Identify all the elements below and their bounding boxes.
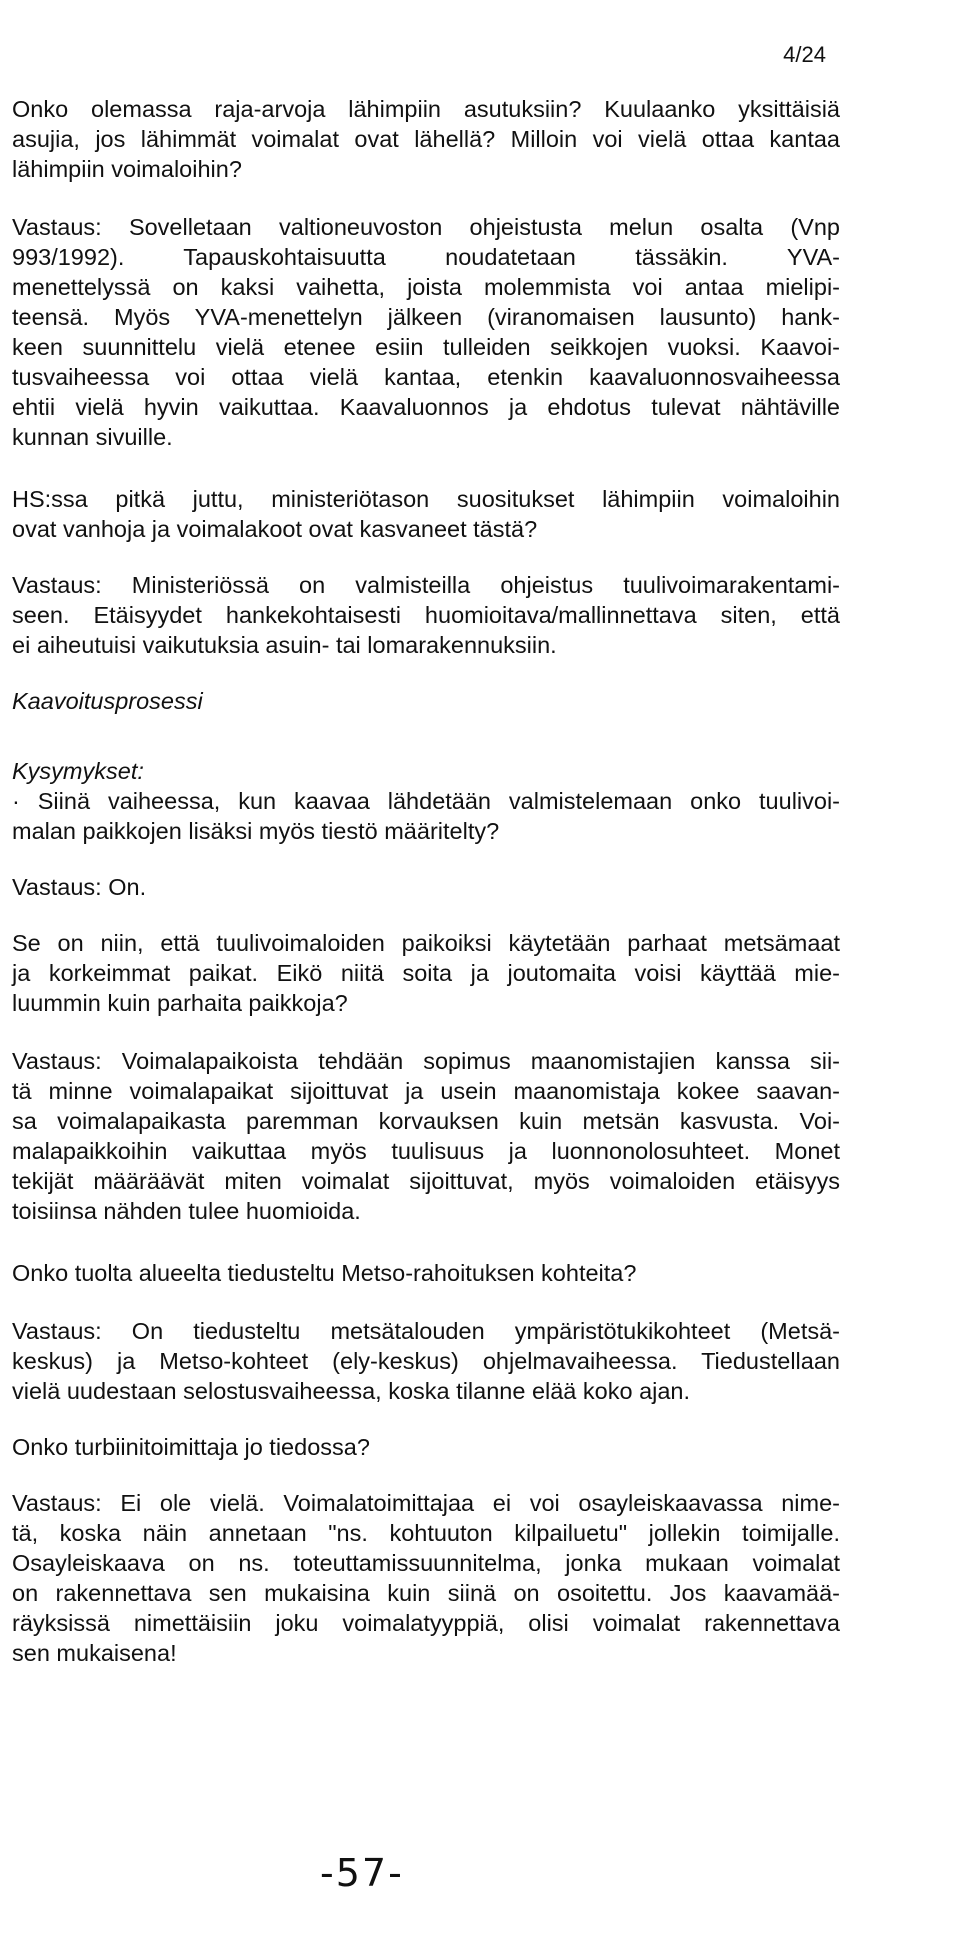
text-line: Vastaus: Sovelletaan valtioneuvoston ohjeistusta melun osalta (Vnp [12,214,840,240]
bullet-question-roads [12,786,840,846]
text-line: tä minne voimalapaikat sijoittuvat ja usein maanomistaja kokee saavan- [12,1078,840,1104]
question-nearest-residences [12,94,840,184]
text-line: tekijät määräävät miten voimalat sijoittuvat, myös voimaloiden etäisyys [12,1168,840,1194]
text-line: Vastaus: Ministeriössä on valmisteilla ohjeistus tuulivoimarakentami- [12,572,840,598]
text-line: Onko tuolta alueelta tiedusteltu Metso-rahoituksen kohteita? [12,1260,637,1286]
text-line: malapaikkoihin vaikuttaa myös tuulisuus ja luonnonolosuhteet. Monet [12,1138,840,1164]
answer-landowner-agreements [12,1046,840,1226]
answer-metso-inquiry [12,1316,840,1406]
question-forest-land [12,928,840,1018]
text-line: ja korkeimmat paikat. Eikö niitä soita ja joutomaita voisi käyttää mie- [12,960,840,986]
text-line: Onko turbiinitoimittaja jo tiedossa? [12,1434,370,1460]
text-line: ehtii vielä hyvin vaikuttaa. Kaavaluonnos ja ehdotus tulevat nähtäville [12,394,840,420]
text-line: tusvaiheessa voi ottaa vielä kantaa, etenkin kaavaluonnosvaiheessa [12,364,840,390]
text-line: on rakennettava sen mukaisina kuin siinä on osoitettu. Jos kaavamää- [12,1580,840,1606]
handwritten-page-mark: -57- [320,1851,404,1895]
text-line: teensä. Myös YVA-menettelyn jälkeen (viranomaisen lausunto) hank- [12,304,840,330]
text-line: menettelyssä on kaksi vaihetta, joista molemmista voi antaa mielipi- [12,274,840,300]
text-line: malan paikkojen lisäksi myös tiestö määritelty? [12,818,500,844]
question-metso-funding [12,1258,840,1288]
section-heading: Kaavoitusprosessi [12,688,203,714]
text-line: HS:ssa pitkä juttu, ministeriötason suositukset lähimpiin voimaloihin [12,486,840,512]
text-line: Vastaus: Voimalapaikoista tehdään sopimus maanomistajien kanssa sii- [12,1048,840,1074]
text-line: Onko olemassa raja-arvoja lähimpiin asutuksiin? Kuulaanko yksittäisiä [12,96,840,122]
text-line: sen mukaisena! [12,1640,177,1666]
question-turbine-supplier [12,1432,840,1462]
question-hs-article [12,484,840,544]
text-line: lähimpiin voimaloihin? [12,156,242,182]
text-line: tä, koska näin annetaan "ns. kohtuuton kilpailuetu" jollekin toimijalle. [12,1520,840,1546]
subsection-heading: Kysymykset: [12,758,144,784]
text-line: Se on niin, että tuulivoimaloiden paikoiksi käytetään parhaat metsämaat [12,930,840,956]
text-line: sa voimalapaikasta paremman korvauksen kuin metsän kasvusta. Voi- [12,1108,840,1134]
text-line: · Siinä vaiheessa, kun kaavaa lähdetään valmistelemaan onko tuulivoi- [12,788,840,814]
answer-ministry-guidance [12,570,840,660]
text-line: Vastaus: Ei ole vielä. Voimalatoimittajaa ei voi osayleiskaavassa nime- [12,1490,840,1516]
text-line: seen. Etäisyydet hankekohtaisesti huomioitava/mallinnettava siten, että [12,602,840,628]
text-line: Vastaus: On. [12,874,147,900]
text-line: asujia, jos lähimmät voimalat ovat lähellä? Milloin voi vielä ottaa kantaa [12,126,840,152]
text-line: 993/1992). Tapauskohtaisuutta noudatetaan tässäkin. YVA- [12,244,840,270]
text-line: keskus) ja Metso-kohteet (ely-keskus) ohjelmavaiheessa. Tiedustellaan [12,1348,840,1374]
answer-noise-guidance [12,212,840,452]
page-number: 4/24 [783,42,826,67]
text-line: Vastaus: On tiedusteltu metsätalouden ympäristötukikohteet (Metsä- [12,1318,840,1344]
text-line: Osayleiskaava on ns. toteuttamissuunnitelma, jonka mukaan voimalat [12,1550,840,1576]
text-line: kunnan sivuille. [12,424,173,450]
text-line: räyksissä nimettäisiin joku voimalatyyppiä, olisi voimalat rakennettava [12,1610,840,1636]
text-line: keen suunnittelu vielä etenee esiin tulleiden seikkojen vuoksi. Kaavoi- [12,334,840,360]
text-line: vielä uudestaan selostusvaiheessa, koska tilanne elää koko ajan. [12,1378,691,1404]
text-line: toisiinsa nähden tulee huomioida. [12,1198,361,1224]
answer-yes [12,872,840,902]
text-line: ovat vanhoja ja voimalakoot ovat kasvaneet tästä? [12,516,538,542]
text-line: ei aiheutuisi vaikutuksia asuin- tai lomarakennuksiin. [12,632,557,658]
answer-turbine-supplier [12,1488,840,1668]
text-line: luummin kuin parhaita paikkoja? [12,990,348,1016]
